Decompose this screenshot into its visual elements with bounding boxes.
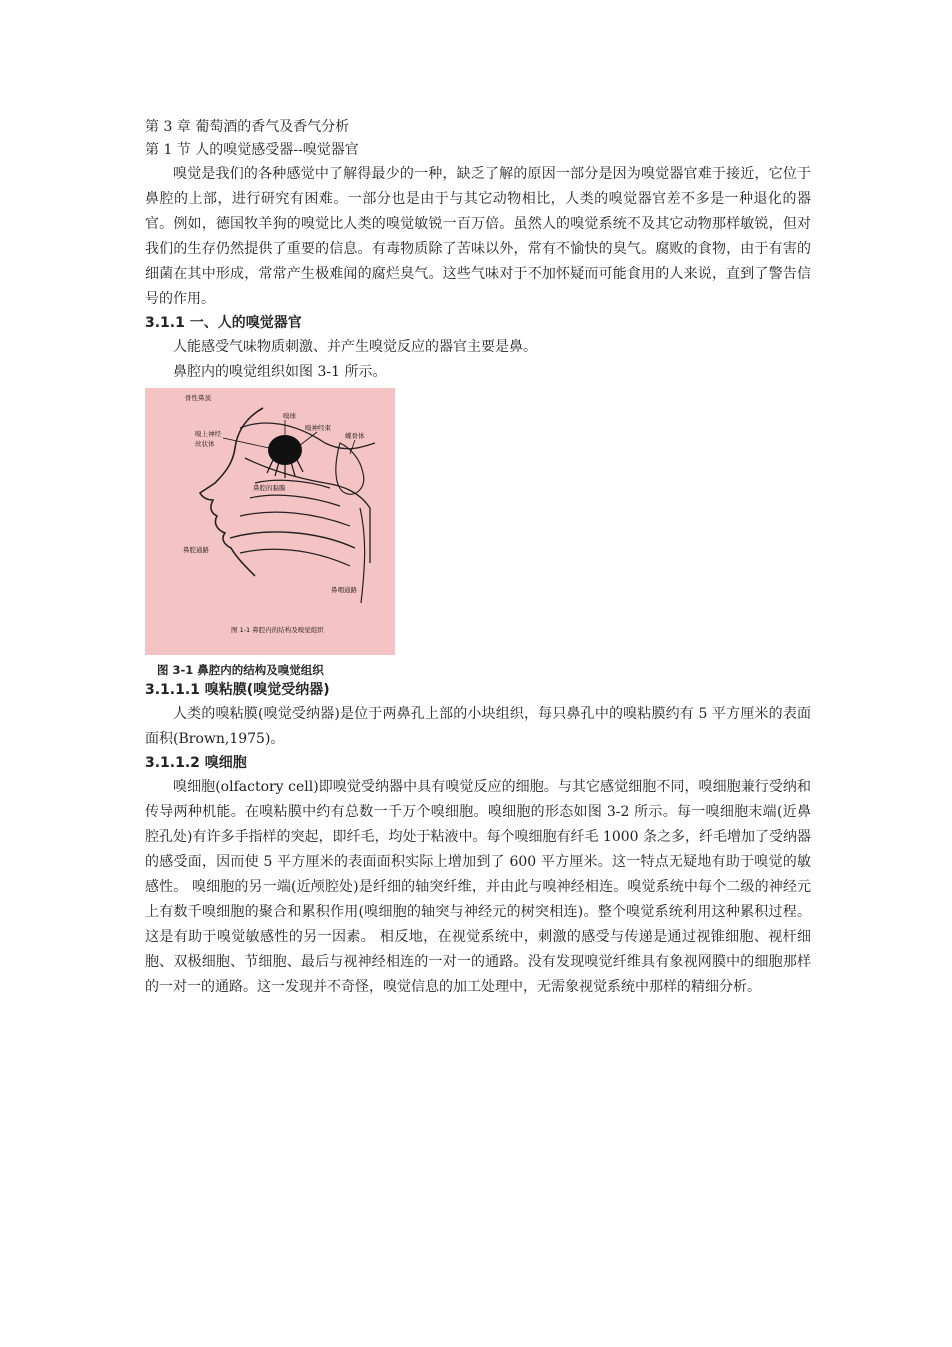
organ-paragraph: 人能感受气味物质刺激、并产生嗅觉反应的器官主要是鼻。 [173,339,537,355]
label-nerve-bundle: 嗅神经束 [305,424,331,432]
label-pharynx-passage: 鼻咽通路 [331,586,357,594]
intro-paragraph: 嗅觉是我们的各种感觉中了解得最少的一种，缺乏了解的原因一部分是因为嗅觉器官难于接近，它位于鼻腔的上部，进行研究有困难。一部分也是由于与其它动物相比，人类的嗅觉器官差不多是一种退化的器官。例如，德国牧羊狗的嗅觉比人类的嗅觉敏锐一百万倍。虽然人的嗅觉系统不及其它动物那样敏锐，但对我们的生存仍然提供了重要的信息。有毒物质除了苦味以外，常有不愉快的臭气。腐败的食物，由于有害的细菌在其中形成，常常产生极难闻的腐烂臭气。这些气味对于不加怀疑而可能食用的人来说，直到了警告信号的作用。 [145,166,811,307]
label-mucosa: 鼻腔的黏膜 [253,484,286,492]
label-top-left: 骨性鼻顶 [185,394,211,402]
nasal-cavity-diagram [145,388,395,655]
section-title: 第 1 节 人的嗅觉感受器--嗅觉器官 [145,142,359,158]
label-nasal-passage: 鼻腔通路 [183,546,209,554]
heading-3-1-1-1: 3.1.1.1 嗅粘膜(嗅觉受纳器) [145,682,330,698]
chapter-title: 第 3 章 葡萄酒的香气及香气分析 [145,119,350,135]
heading-3-1-1-2: 3.1.1.2 嗅细胞 [145,755,247,771]
nasal-cavity-figure [145,388,395,655]
figure-caption: 图 3-1 鼻腔内的结构及嗅觉组织 [157,663,324,677]
figure-inner-caption: 图 1-1 鼻腔内的结构及嗅觉组织 [231,626,324,634]
label-sphenoid: 蝶骨体 [345,432,365,440]
label-left-structure-1: 嗅上神经 [195,430,221,438]
label-left-structure-2: 丝状体 [195,440,215,448]
document-page [145,116,811,1000]
figure-background [145,388,395,655]
figure-reference-paragraph: 鼻腔内的嗅觉组织如图 3-1 所示。 [173,364,387,380]
heading-3-1-1: 3.1.1 一、人的嗅觉器官 [145,315,302,331]
olfactory-cell-paragraph: 嗅细胞(olfactory cell)即嗅觉受纳器中具有嗅觉反应的细胞。与其它感觉细胞不同，嗅细胞兼行受纳和传导两种机能。在嗅粘膜中约有总数一千万个嗅细胞。嗅细胞的形态如图 3-2 所示。每一嗅细胞末端(近鼻腔孔处)有许多手指样的突起，即纤毛，均处于粘液中。每个嗅细胞有纤毛 1000 条之多，纤毛增加了受纳器的感受面，因而使 5 平方厘米的表面面积实际上增加到了 600 平方厘米。这一特点无疑地有助于嗅觉的敏感性。 嗅细胞的另一端(近颅腔处)是纤细的轴突纤维，并由此与嗅神经相连。嗅觉系统中每个二级的神经元上有数千嗅细胞的聚合和累积作用(嗅细胞的轴突与神经元的树突相连)。整个嗅觉系统利用这种累积过程。这是有助于嗅觉敏感性的另一因素。 相反地，在视觉系统中，刺激的感受与传递是通过视锥细胞、视杆细胞、双极细胞、节细胞、最后与视神经相连的一对一的通路。没有发现嗅觉纤维具有象视网膜中的细胞那样的一对一的通路。这一发现并不奇怪，嗅觉信息的加工处理中，无需象视觉系统中那样的精细分析。 [145,779,811,995]
label-olfactory-bulb: 嗅球 [283,412,296,420]
mucosa-paragraph: 人类的嗅粘膜(嗅觉受纳器)是位于两鼻孔上部的小块组织，每只鼻孔中的嗅粘膜约有 5 平方厘米的表面面积(Brown,1975)。 [145,706,811,747]
